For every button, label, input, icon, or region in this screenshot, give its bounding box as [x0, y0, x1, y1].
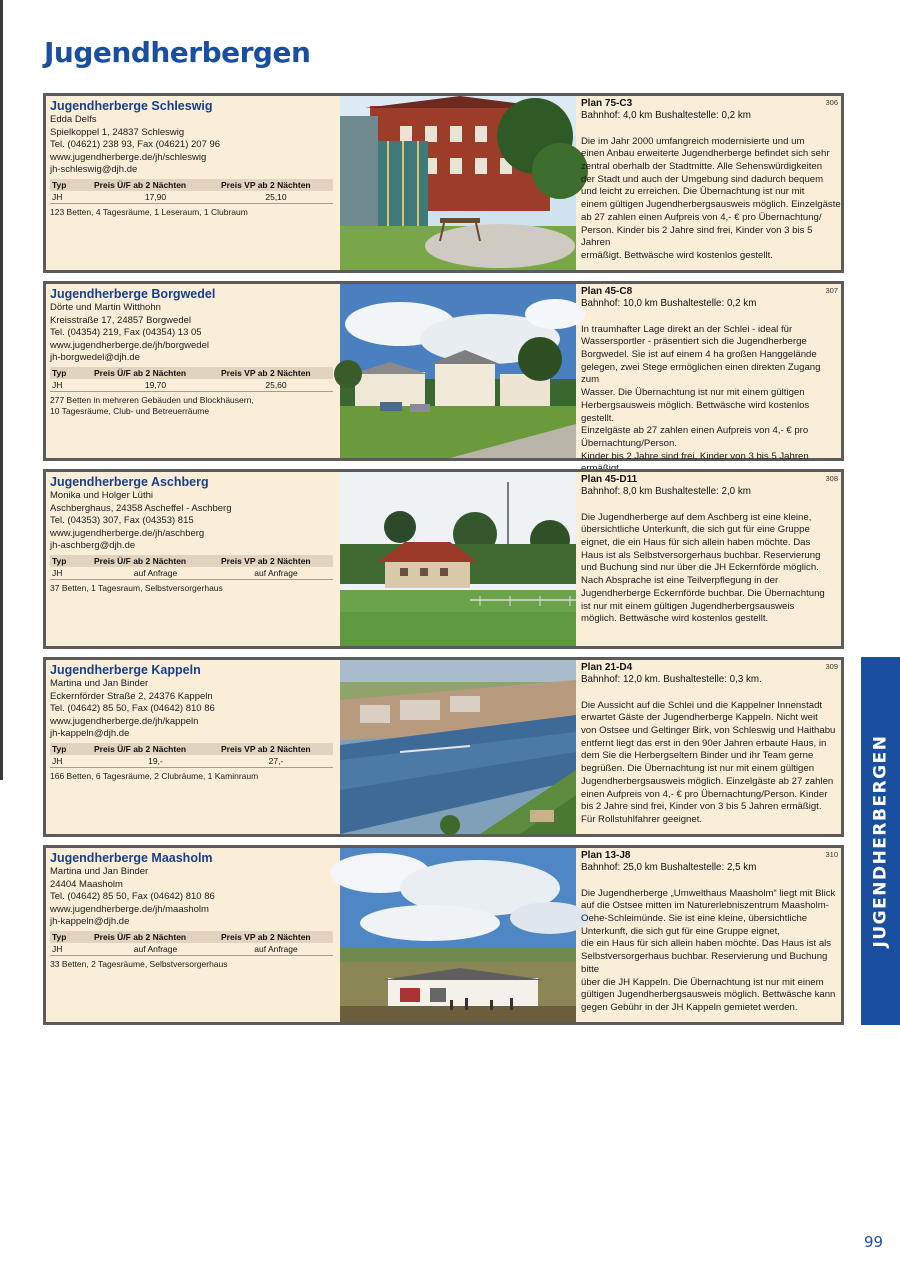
description-line: Für Rollstuhlfahrer geeignet.: [581, 813, 703, 825]
email-link[interactable]: jh-schleswig@djh.de: [50, 164, 138, 176]
hostel-name: Jugendherberge Aschberg: [50, 475, 209, 489]
contact-person: Dörte und Martin Witthohn: [50, 302, 161, 313]
cell-type: JH: [50, 191, 92, 204]
description-line: Einzelgäste ab 27 zahlen einen Aufpreis von 4,- € pro: [581, 425, 809, 437]
column-header-price-uf: Preis Ü/F ab 2 Nächten: [92, 179, 219, 191]
hostel-info: [50, 851, 337, 1019]
description-line: gelegen, zwei Stege ermöglichen einen direkten Zugang zum: [581, 361, 821, 386]
map-plan-reference: Plan 45-C8: [581, 286, 633, 297]
price-table-header: [50, 931, 333, 943]
column-header-price-uf: Preis Ü/F ab 2 Nächten: [92, 555, 219, 567]
cell-type: JH: [50, 943, 92, 956]
description-line: Haus ist als Selbstversorgerhaus buchbar. Reservierung: [581, 549, 821, 561]
cell-price-uf: 19,-: [92, 755, 219, 768]
description-line: möglich. Bettwäsche wird kostenlos gestellt.: [581, 613, 769, 625]
entry-reference-number: 307: [825, 286, 838, 295]
description-line: Die Jugendherberge „Umwelthaus Maasholm“ liegt mit Blick: [581, 887, 836, 899]
description-line: Jugendherbergsausweis möglich. Einzelgäste ab 27 zahlen: [581, 775, 834, 787]
column-header-type: Typ: [50, 743, 92, 755]
entry-reference-number: 309: [825, 662, 838, 671]
price-table-header: [50, 179, 333, 191]
capacity-line: 33 Betten, 2 Tagesräume, Selbstversorgerhaus: [50, 958, 228, 969]
cell-price-vp: 25,60: [219, 379, 333, 392]
cell-price-vp: 25,10: [219, 191, 333, 204]
price-table: [50, 743, 333, 768]
description-line: Oehe-Schleimünde. Sie ist eine kleine, übersichtliche: [581, 913, 808, 924]
column-header-price-vp: Preis VP ab 2 Nächten: [219, 179, 333, 191]
hostel-photo-illustration: [340, 848, 576, 1022]
map-plan-reference: Plan 45-D11: [581, 474, 638, 485]
email-link[interactable]: jh-borgwedel@djh.de: [50, 352, 140, 364]
column-header-type: Typ: [50, 179, 92, 191]
transport-distances: Bahnhof: 12,0 km. Bushaltestelle: 0,3 km.: [581, 674, 762, 685]
cell-price-vp: auf Anfrage: [219, 567, 333, 580]
address: Eckernförder Straße 2, 24376 Kappeln: [50, 690, 213, 702]
address: Kreisstraße 17, 24857 Borgwedel: [50, 314, 191, 326]
hostel-photo-illustration: [340, 660, 576, 834]
phone-fax: Tel. (04353) 307, Fax (04353) 815: [50, 515, 194, 527]
description-line: und Buchung sind nur über die JH Eckernförde möglich.: [581, 562, 819, 574]
column-header-price-vp: Preis VP ab 2 Nächten: [219, 555, 333, 567]
entry-reference-number: 306: [825, 98, 838, 107]
description-line: über die JH Kappeln. Die Übernachtung ist nur mit einem: [581, 976, 824, 988]
description-line: Herbergsausweis möglich. Bettwäsche wird kostenlos gestellt.: [581, 399, 810, 424]
phone-fax: Tel. (04354) 219, Fax (04354) 13 05: [50, 327, 202, 339]
hostel-name: Jugendherberge Kappeln: [50, 663, 201, 677]
email-link[interactable]: jh-kappeln@djh.de: [50, 728, 130, 740]
description-line: und leicht zu erreichen. Die Übernachtung ist nur mit: [581, 186, 805, 198]
description-line: Nach Absprache ist eine Teilverpflegung in der: [581, 575, 779, 587]
contact-person: Martina und Jan Binder: [50, 678, 149, 689]
website-link[interactable]: www.jugendherberge.de/jh/borgwedel: [50, 339, 209, 351]
page-title: Jugendherbergen: [44, 36, 311, 69]
description-line: eignet, die ein Haus für sich allein haben möchte. Das: [581, 537, 811, 548]
description-line: übersichtliche Unterkunft, die sich gut für eine Gruppe: [581, 524, 810, 536]
description-line: In traumhafter Lage direkt an der Schlei - ideal für: [581, 323, 793, 335]
description-text: [581, 136, 841, 263]
description-line: begrüßen. Die Übernachtung ist nur mit einem gültigen: [581, 763, 815, 775]
phone-fax: Tel. (04621) 238 93, Fax (04621) 207 96: [50, 139, 221, 151]
description-line: ab 27 zahlen einen Aufpreis von 4,- € pro Übernachtung/: [581, 211, 822, 223]
left-edge-rule: [0, 0, 3, 780]
price-table-header: [50, 743, 333, 755]
hostel-info: [50, 287, 337, 455]
phone-fax: Tel. (04642) 85 50, Fax (04642) 810 86: [50, 891, 215, 903]
hostel-photo-illustration: [340, 284, 576, 458]
website-link[interactable]: www.jugendherberge.de/jh/aschberg: [50, 527, 205, 539]
description-line: dem Sie die Herbergseltern Binder und ihr Team gerne: [581, 750, 814, 762]
hostel-name: Jugendherberge Schleswig: [50, 99, 213, 113]
description-line: einem gültigen Jugendherbergsausweis möglich. Einzelgäste: [581, 199, 841, 211]
description-text: [581, 700, 841, 827]
entry-reference-number: 310: [825, 850, 838, 859]
cell-price-vp: 27,-: [219, 755, 333, 768]
capacity-line: 37 Betten, 1 Tagesraum, Selbstversorgerhaus: [50, 582, 223, 593]
map-plan-reference: Plan 13-J8: [581, 850, 631, 861]
description-text: [581, 512, 841, 626]
phone-fax: Tel. (04642) 85 50, Fax (04642) 810 86: [50, 703, 215, 715]
column-header-price-uf: Preis Ü/F ab 2 Nächten: [92, 367, 219, 379]
hostel-name: Jugendherberge Borgwedel: [50, 287, 216, 301]
hostel-photo: [340, 284, 576, 458]
description-line: Unterkunft, die sich gut für eine Gruppe eignet,: [581, 925, 780, 937]
transport-distances: Bahnhof: 25,0 km Bushaltestelle: 2,5 km: [581, 862, 757, 873]
column-header-price-uf: Preis Ü/F ab 2 Nächten: [92, 743, 219, 755]
description-line: Wasser. Die Übernachtung ist nur mit einem gültigen: [581, 387, 805, 399]
description-line: Person. Kinder bis 2 Jahre sind frei, Kinder von 3 bis 5 Jahren: [581, 224, 813, 249]
cell-type: JH: [50, 755, 92, 768]
address: 24404 Maasholm: [50, 878, 123, 890]
hostel-description: [581, 662, 841, 832]
table-row: [50, 943, 333, 956]
hostel-photo-illustration: [340, 472, 576, 646]
capacity-line: 123 Betten, 4 Tagesräume, 1 Leseraum, 1 Clubraum: [50, 206, 248, 217]
description-line: Die Jugendherberge auf dem Aschberg ist eine kleine,: [581, 511, 812, 523]
website-link[interactable]: www.jugendherberge.de/jh/kappeln: [50, 715, 199, 727]
address: Aschberghaus, 24358 Ascheffel - Aschberg: [50, 502, 232, 514]
hostel-name: Jugendherberge Maasholm: [50, 851, 213, 865]
cell-price-uf: 19,70: [92, 379, 219, 392]
capacity-text: [50, 207, 337, 218]
website-link[interactable]: www.jugendherberge.de/jh/maasholm: [50, 903, 209, 915]
description-line: ist nur mit einem gültigen Jugendherbergsausweis: [581, 600, 795, 612]
description-line: Selbstversorgerhaus buchbar. Reservierung und Buchung bitte: [581, 951, 828, 975]
price-table: [50, 555, 333, 580]
hostel-description: [581, 286, 841, 462]
capacity-text: [50, 771, 337, 782]
hostel-description: [581, 474, 841, 644]
description-line: erwartet Gäste der Jugendherberge Kappeln. Nicht weit: [581, 712, 818, 724]
hostel-photo: [340, 472, 576, 646]
cell-price-vp: auf Anfrage: [219, 943, 333, 956]
hostel-entry-schleswig: [43, 93, 844, 273]
contact-person: Monika und Holger Lüthi: [50, 490, 153, 501]
map-plan-reference: Plan 21-D4: [581, 662, 633, 673]
description-line: von Ostsee und Geltinger Birk, von Schleswig und Haithabu: [581, 725, 836, 736]
description-line: die ein Haus für sich allein haben möchte. Das Haus ist als: [581, 938, 832, 950]
description-line: einen Anbau erweiterte Jugendherberge befindet sich sehr: [581, 148, 830, 160]
hostel-entry-aschberg: [43, 469, 844, 649]
column-header-type: Typ: [50, 367, 92, 379]
price-table-header: [50, 367, 333, 379]
hostel-photo: [340, 660, 576, 834]
entry-reference-number: 308: [825, 474, 838, 483]
description-line: Wassersportler - präsentiert sich die Jugendherberge: [581, 336, 807, 348]
column-header-price-vp: Preis VP ab 2 Nächten: [219, 367, 333, 379]
description-line: gültigen Jugendherbergsausweis möglich. Bettwäsche kann: [581, 989, 836, 1001]
section-side-tab-label: JUGENDHERBERGEN: [870, 734, 891, 948]
description-text: [581, 888, 841, 1015]
description-line: auf die Ostsee mitten im Naturerlebniszentrum Maasholm-: [581, 900, 829, 912]
price-table: [50, 367, 333, 392]
description-text: [581, 324, 841, 476]
description-line: entfernt liegt das erst in den 90er Jahren erbaute Haus, in: [581, 737, 827, 749]
address: Spielkoppel 1, 24837 Schleswig: [50, 126, 185, 138]
hostel-photo: [340, 848, 576, 1022]
price-table: [50, 179, 333, 204]
section-side-tab: [861, 657, 900, 1025]
description-line: bis 2 Jahre sind frei, Kinder von 3 bis 5 Jahren ermäßigt.: [581, 801, 822, 813]
hostel-photo-illustration: [340, 96, 576, 270]
cell-price-uf: 17,90: [92, 191, 219, 204]
email-link[interactable]: jh-aschberg@djh.de: [50, 540, 136, 552]
hostel-description: [581, 850, 841, 1020]
column-header-type: Typ: [50, 931, 92, 943]
description-line: der Stadt und auch der Umgebung sind dadurch bequem: [581, 173, 824, 185]
cell-type: JH: [50, 379, 92, 392]
map-plan-reference: Plan 75-C3: [581, 98, 633, 109]
transport-distances: Bahnhof: 10,0 km Bushaltestelle: 0,2 km: [581, 298, 757, 309]
hostel-info: [50, 663, 337, 831]
column-header-type: Typ: [50, 555, 92, 567]
hostel-info: [50, 99, 337, 267]
description-line: ermäßigt. Bettwäsche wird kostenlos gestellt.: [581, 249, 773, 261]
price-table: [50, 931, 333, 956]
description-line: Übernachtung/Person.: [581, 437, 677, 449]
column-header-price-uf: Preis Ü/F ab 2 Nächten: [92, 931, 219, 943]
email-link[interactable]: jh-kappeln@djh.de: [50, 916, 130, 928]
description-line: zentral oberhalb der Stadtmitte. Alle Sehenswürdigkeiten: [581, 161, 823, 172]
page-number: 99: [864, 1233, 884, 1251]
price-table-header: [50, 555, 333, 567]
transport-distances: Bahnhof: 4,0 km Bushaltestelle: 0,2 km: [581, 110, 751, 121]
contact-person: Martina und Jan Binder: [50, 866, 149, 877]
capacity-line: 277 Betten in mehreren Gebäuden und Blockhäusern,: [50, 394, 254, 405]
hostel-entry-kappeln: [43, 657, 844, 837]
cell-price-uf: auf Anfrage: [92, 567, 219, 580]
table-row: [50, 191, 333, 204]
website-link[interactable]: www.jugendherberge.de/jh/schleswig: [50, 151, 207, 163]
column-header-price-vp: Preis VP ab 2 Nächten: [219, 931, 333, 943]
table-row: [50, 567, 333, 580]
capacity-line: 10 Tagesräume, Club- und Betreuerräume: [50, 405, 210, 416]
capacity-line: 166 Betten, 6 Tagesräume, 2 Clubräume, 1 Kaminraum: [50, 770, 259, 781]
hostel-photo: [340, 96, 576, 270]
column-header-price-vp: Preis VP ab 2 Nächten: [219, 743, 333, 755]
description-line: Kinder bis 2 Jahre sind frei, Kinder von 3 bis 5 Jahren: [581, 450, 809, 462]
capacity-text: [50, 959, 337, 970]
description-line: gegen Gebühr in der JH Kappeln gemietet werden.: [581, 1001, 798, 1013]
cell-price-uf: auf Anfrage: [92, 943, 219, 956]
description-line: Borgwedel. Sie ist auf einem 4 ha großen Hanggelände: [581, 349, 817, 360]
hostel-info: [50, 475, 337, 643]
hostel-entry-borgwedel: [43, 281, 844, 461]
contact-person: Edda Delfs: [50, 114, 97, 125]
hostel-description: [581, 98, 841, 268]
table-row: [50, 379, 333, 392]
table-row: [50, 755, 333, 768]
transport-distances: Bahnhof: 8,0 km Bushaltestelle: 2,0 km: [581, 486, 751, 497]
description-line: einen Aufpreis von 4,- € pro Übernachtung/Person. Kinder: [581, 788, 828, 800]
hostel-entry-maasholm: [43, 845, 844, 1025]
description-line: Die Aussicht auf die Schlei und die Kappelner Innenstadt: [581, 699, 823, 711]
capacity-text: [50, 583, 337, 594]
description-line: Jugendherberge Eckernförde buchbar. Die Übernachtung: [581, 587, 825, 599]
cell-type: JH: [50, 567, 92, 580]
capacity-text: [50, 395, 337, 417]
description-line: Die im Jahr 2000 umfangreich modernisierte und um: [581, 135, 805, 147]
